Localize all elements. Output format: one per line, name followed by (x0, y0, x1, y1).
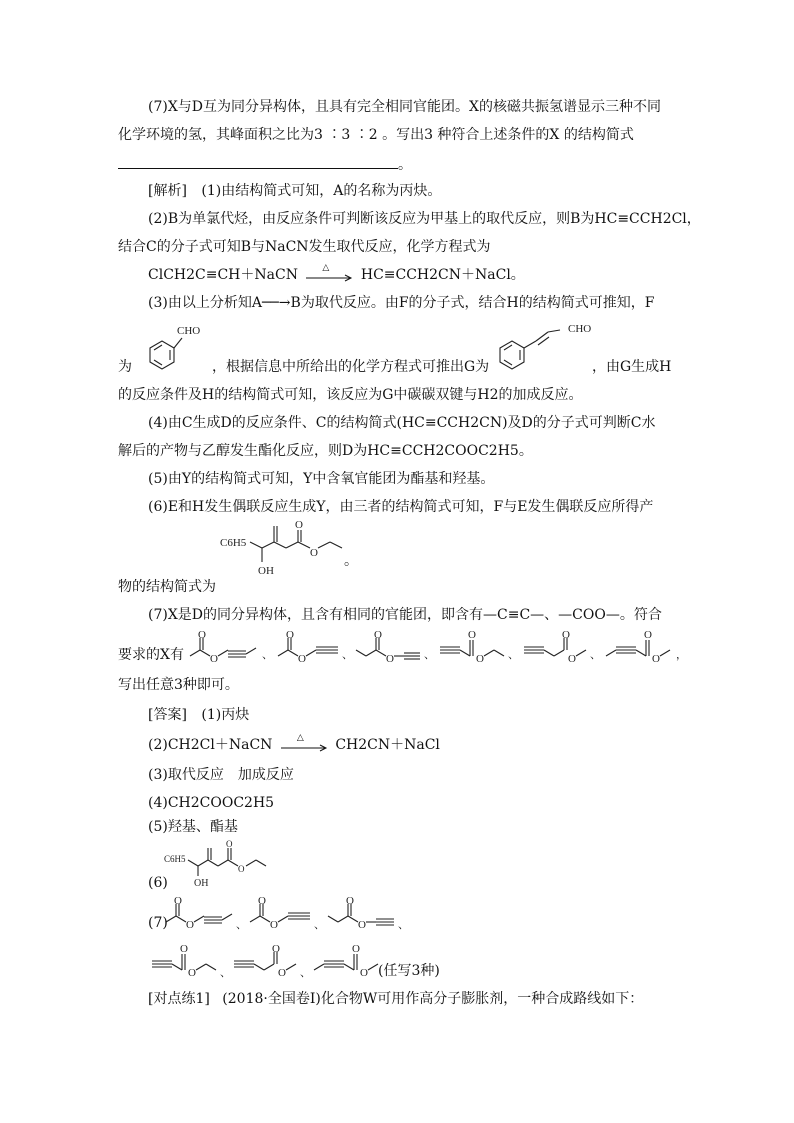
arrow-icon (277, 740, 331, 754)
sep-a4: 、 (220, 967, 231, 979)
o-label-5b: O (568, 653, 576, 665)
product-y-structure (218, 518, 358, 588)
analysis-p1 (148, 182, 441, 200)
o-label-4: O (468, 629, 476, 641)
analysis-p2b: 结合C的分子式可知B与NaCN发生取代反应，化学方程式为 (118, 239, 491, 255)
answer-a4: (4)CH2COOC2H5 (148, 795, 275, 811)
answer-a1-text: (1)丙炔 (201, 707, 250, 723)
ester-o-label: O (310, 547, 318, 559)
ans-isomer-1 (166, 895, 232, 931)
o-a3: O (346, 895, 354, 907)
answer-a1 (148, 706, 249, 724)
o-label-ans-b: O (238, 864, 245, 874)
analysis-p4a: (4)由C生成D的反应条件、C的结构简式(HC≡CCH2CN)及D的分子式可判断C水 (148, 415, 656, 431)
answer-a2-right: CH2CN＋NaCl (335, 737, 440, 753)
cho-label-g: CHO (568, 323, 592, 335)
o-label-ans: O (226, 839, 233, 849)
sep-a2: 、 (314, 919, 325, 931)
carbonyl-o-label: O (295, 519, 303, 531)
equation-left: ClCH2C≡CH＋NaCN (148, 267, 298, 283)
analysis-p3c: 的反应条件及H的结构简式可知，该反应为G中碳碳双键与H2的加成反应。 (118, 387, 583, 403)
answer-a7-note: (任写3种) (378, 963, 440, 979)
analysis-p7a: (7)X是D的同分异构体，且含有相同的官能团，即含有—C≡C—、—COO—。符合 (148, 607, 662, 623)
practice-line (148, 990, 643, 1008)
q7-line2: 化学环境的氢，其峰面积之比为3 ∶3 ∶2 。写出3 种符合上述条件的X 的结构简式 (118, 127, 634, 143)
o-a5b: O (278, 967, 286, 979)
o-a4: O (180, 943, 188, 955)
analysis-p2-equation (148, 263, 525, 284)
analysis-p1-text: (1)由结构简式可知，A的名称为丙炔。 (201, 183, 442, 199)
answer-underline (118, 154, 398, 169)
c6h5-label: C6H5 (220, 537, 247, 549)
ans-isomer-3 (328, 895, 394, 931)
isomer-6 (606, 629, 670, 665)
practice-text: (2018·全国卷Ⅰ)化合物W可用作高分子膨胀剂，一种合成路线如下： (222, 991, 644, 1007)
sep-1: 、 (262, 649, 273, 661)
sep-4: 、 (508, 649, 519, 661)
o-label-5: O (562, 629, 570, 641)
o-a2b: O (270, 919, 278, 931)
o-a5: O (272, 943, 280, 955)
q7-answer-blank (118, 154, 412, 174)
q7-period: 。 (398, 157, 412, 173)
sep-2: 、 (342, 649, 353, 661)
sep-a1: 、 (236, 919, 247, 931)
o-a1b: O (186, 919, 194, 931)
analysis-p3a: (3)由以上分析知A──→B为取代反应。由F的分子式，结合H的结构简式可推知，F (148, 295, 655, 311)
o-label-1b: O (210, 653, 218, 665)
analysis-head: [解析] (148, 183, 187, 199)
sep-a5: 、 (300, 967, 311, 979)
sep-3: 、 (424, 649, 435, 661)
cinnamaldehyde-structure (494, 316, 594, 376)
ans-isomer-5 (234, 943, 296, 979)
isomer-1 (190, 629, 256, 665)
answer-a2 (148, 733, 440, 754)
analysis-p3b-post: ，由G生成H (592, 359, 672, 375)
comma-end: ， (676, 649, 687, 661)
o-label-6: O (644, 629, 652, 641)
answer-isomers-row1 (164, 896, 434, 934)
o-a2: O (258, 895, 266, 907)
o-label-2: O (286, 629, 294, 641)
analysis-p4b: 解后的产物与乙醇发生酯化反应，则D为HC≡CCH2COOC2H5。 (118, 443, 533, 459)
equation-right: HC≡CCH2CN＋NaCl。 (360, 267, 525, 283)
analysis-p3b-mid: ，根据信息中所给出的化学方程式可推出G为 (212, 359, 490, 375)
isomer-2 (278, 629, 338, 665)
ans-isomer-6 (314, 943, 378, 979)
arrow-icon (302, 270, 356, 284)
o-a6b: O (360, 967, 368, 979)
analysis-p7b: 要求的X有 (118, 647, 184, 663)
practice-head: [对点练1] (148, 991, 210, 1007)
ans-isomer-2 (250, 895, 310, 931)
isomer-3 (356, 629, 420, 665)
o-label-1: O (198, 629, 206, 641)
sep-a3: 、 (398, 919, 409, 931)
isomer-4 (440, 629, 504, 665)
heat-symbol-2: △ (296, 733, 304, 743)
answer-a3: (3)取代反应 加成反应 (148, 767, 294, 783)
o-a6: O (352, 943, 360, 955)
heat-symbol: △ (322, 263, 330, 273)
isomer-5 (524, 629, 586, 665)
oh-label: OH (258, 565, 274, 577)
analysis-p6a: (6)E和H发生偶联反应生成Y，由三者的结构简式可知，F与E发生偶联反应所得产 (148, 499, 654, 515)
sep-5: 、 (590, 649, 601, 661)
o-label-2b: O (298, 653, 306, 665)
answer-a6: (6) (148, 875, 168, 891)
c6h5-label-2: C6H5 (164, 854, 186, 864)
cho-label: CHO (177, 325, 201, 337)
analysis-p6b: 物的结构简式为 (118, 579, 216, 595)
analysis-p2a: (2)B为单氯代烃，由反应条件可判断该反应为甲基上的取代反应，则B为HC≡CCH2Cl， (148, 211, 701, 227)
answer-a5: (5)羟基、酯基 (148, 819, 238, 835)
o-a4b: O (188, 967, 196, 979)
o-label-3: O (374, 629, 382, 641)
isomer-structures-row (188, 630, 693, 668)
analysis-p3b-pre: 为 (118, 359, 132, 375)
oh-label-2: OH (194, 878, 209, 889)
analysis-p5: (5)由Y的结构简式可知，Y中含氧官能团为酯基和羟基。 (148, 471, 495, 487)
heat-arrow-2 (277, 733, 331, 752)
benzaldehyde-structure (132, 318, 212, 378)
ans-isomer-4 (152, 943, 216, 979)
analysis-p7c: 写出任意3种即可。 (118, 677, 239, 693)
o-a1: O (174, 895, 182, 907)
q7-line1: (7)X与D互为同分异构体，且具有完全相同官能团。X的核磁共振氢谱显示三种不同 (148, 99, 661, 115)
answer-y-structure (160, 839, 300, 892)
answer-head: [答案] (148, 707, 187, 723)
o-label-6b: O (652, 653, 660, 665)
o-label-3b: O (386, 653, 394, 665)
analysis-p6-end: 。 (344, 553, 358, 569)
answer-a7: (7) (148, 915, 168, 931)
o-a3b: O (358, 919, 366, 931)
heat-arrow (302, 263, 356, 282)
answer-a2-left: (2)CH2Cl＋NaCN (148, 737, 273, 753)
o-label-4b: O (476, 653, 484, 665)
